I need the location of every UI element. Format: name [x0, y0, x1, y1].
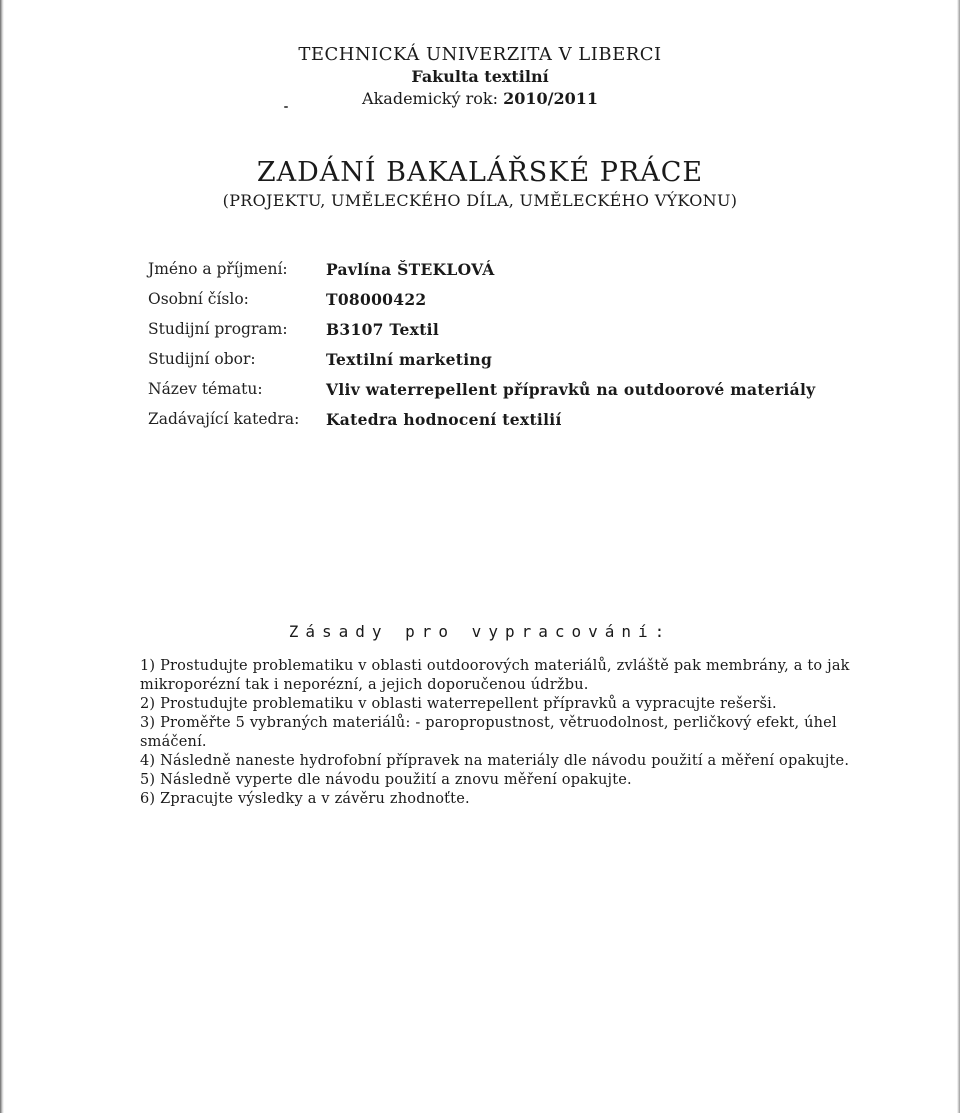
faculty-name: Fakulta textilní [411, 67, 549, 86]
info-label: Jméno a příjmení: [148, 260, 288, 278]
task-item: 4) Následně naneste hydrofobní přípravek na materiály dle návodu použití a měření opakujte. [140, 753, 850, 769]
info-label: Studijní obor: [148, 350, 256, 368]
title-block [0, 156, 960, 212]
info-label: Název tématu: [148, 380, 263, 398]
info-row [148, 374, 815, 404]
info-row [148, 254, 815, 284]
info-label: Studijní program: [148, 320, 288, 338]
academic-year-value: 2010/2011 [503, 89, 598, 108]
task-item: 2) Prostudujte problematiku v oblasti waterrepellent přípravků a vypracujte rešerši. [140, 696, 777, 712]
academic-year-label: Akademický rok: [362, 89, 498, 108]
info-row [148, 344, 815, 374]
principles-heading: Zásady pro vypracování: [288, 622, 672, 641]
info-row [148, 314, 815, 344]
main-title: ZADÁNÍ BAKALÁŘSKÉ PRÁCE [256, 157, 704, 188]
info-value: T08000422 [326, 289, 427, 309]
info-value: Vliv waterrepellent přípravků na outdoorové materiály [326, 379, 816, 399]
info-row [148, 404, 815, 434]
student-info-table [148, 254, 815, 434]
info-value: Textilní marketing [326, 349, 493, 369]
info-value: B3107 Textil [326, 319, 440, 339]
info-label: Zadávající katedra: [148, 410, 300, 428]
task-item: 6) Zpracujte výsledky a v závěru zhodnoťte. [140, 791, 470, 807]
sub-title: (PROJEKTU, UMĚLECKÉHO DÍLA, UMĚLECKÉHO VÝKONU) [222, 191, 738, 210]
university-name: TECHNICKÁ UNIVERZITA V LIBERCI [298, 44, 662, 65]
task-item: 5) Následně vyperte dle návodu použití a znovu měření opakujte. [140, 772, 632, 788]
info-value: Pavlína ŠTEKLOVÁ [326, 259, 495, 279]
info-value: Katedra hodnocení textilií [326, 409, 562, 429]
document-header [0, 44, 960, 110]
task-list [140, 657, 900, 809]
info-row [148, 284, 815, 314]
academic-year [0, 87, 960, 110]
task-item: 1) Prostudujte problematiku v oblasti outdoorových materiálů, zvláště pak membrány, a to jak mikroporézní tak i neporézní, a jejich doporučenou údržbu. [140, 658, 850, 693]
info-label: Osobní číslo: [148, 290, 249, 308]
task-item: 3) Proměřte 5 vybraných materiálů: - paropropustnost, větruodolnost, perličkový efekt, úhel smáčení. [140, 715, 837, 750]
